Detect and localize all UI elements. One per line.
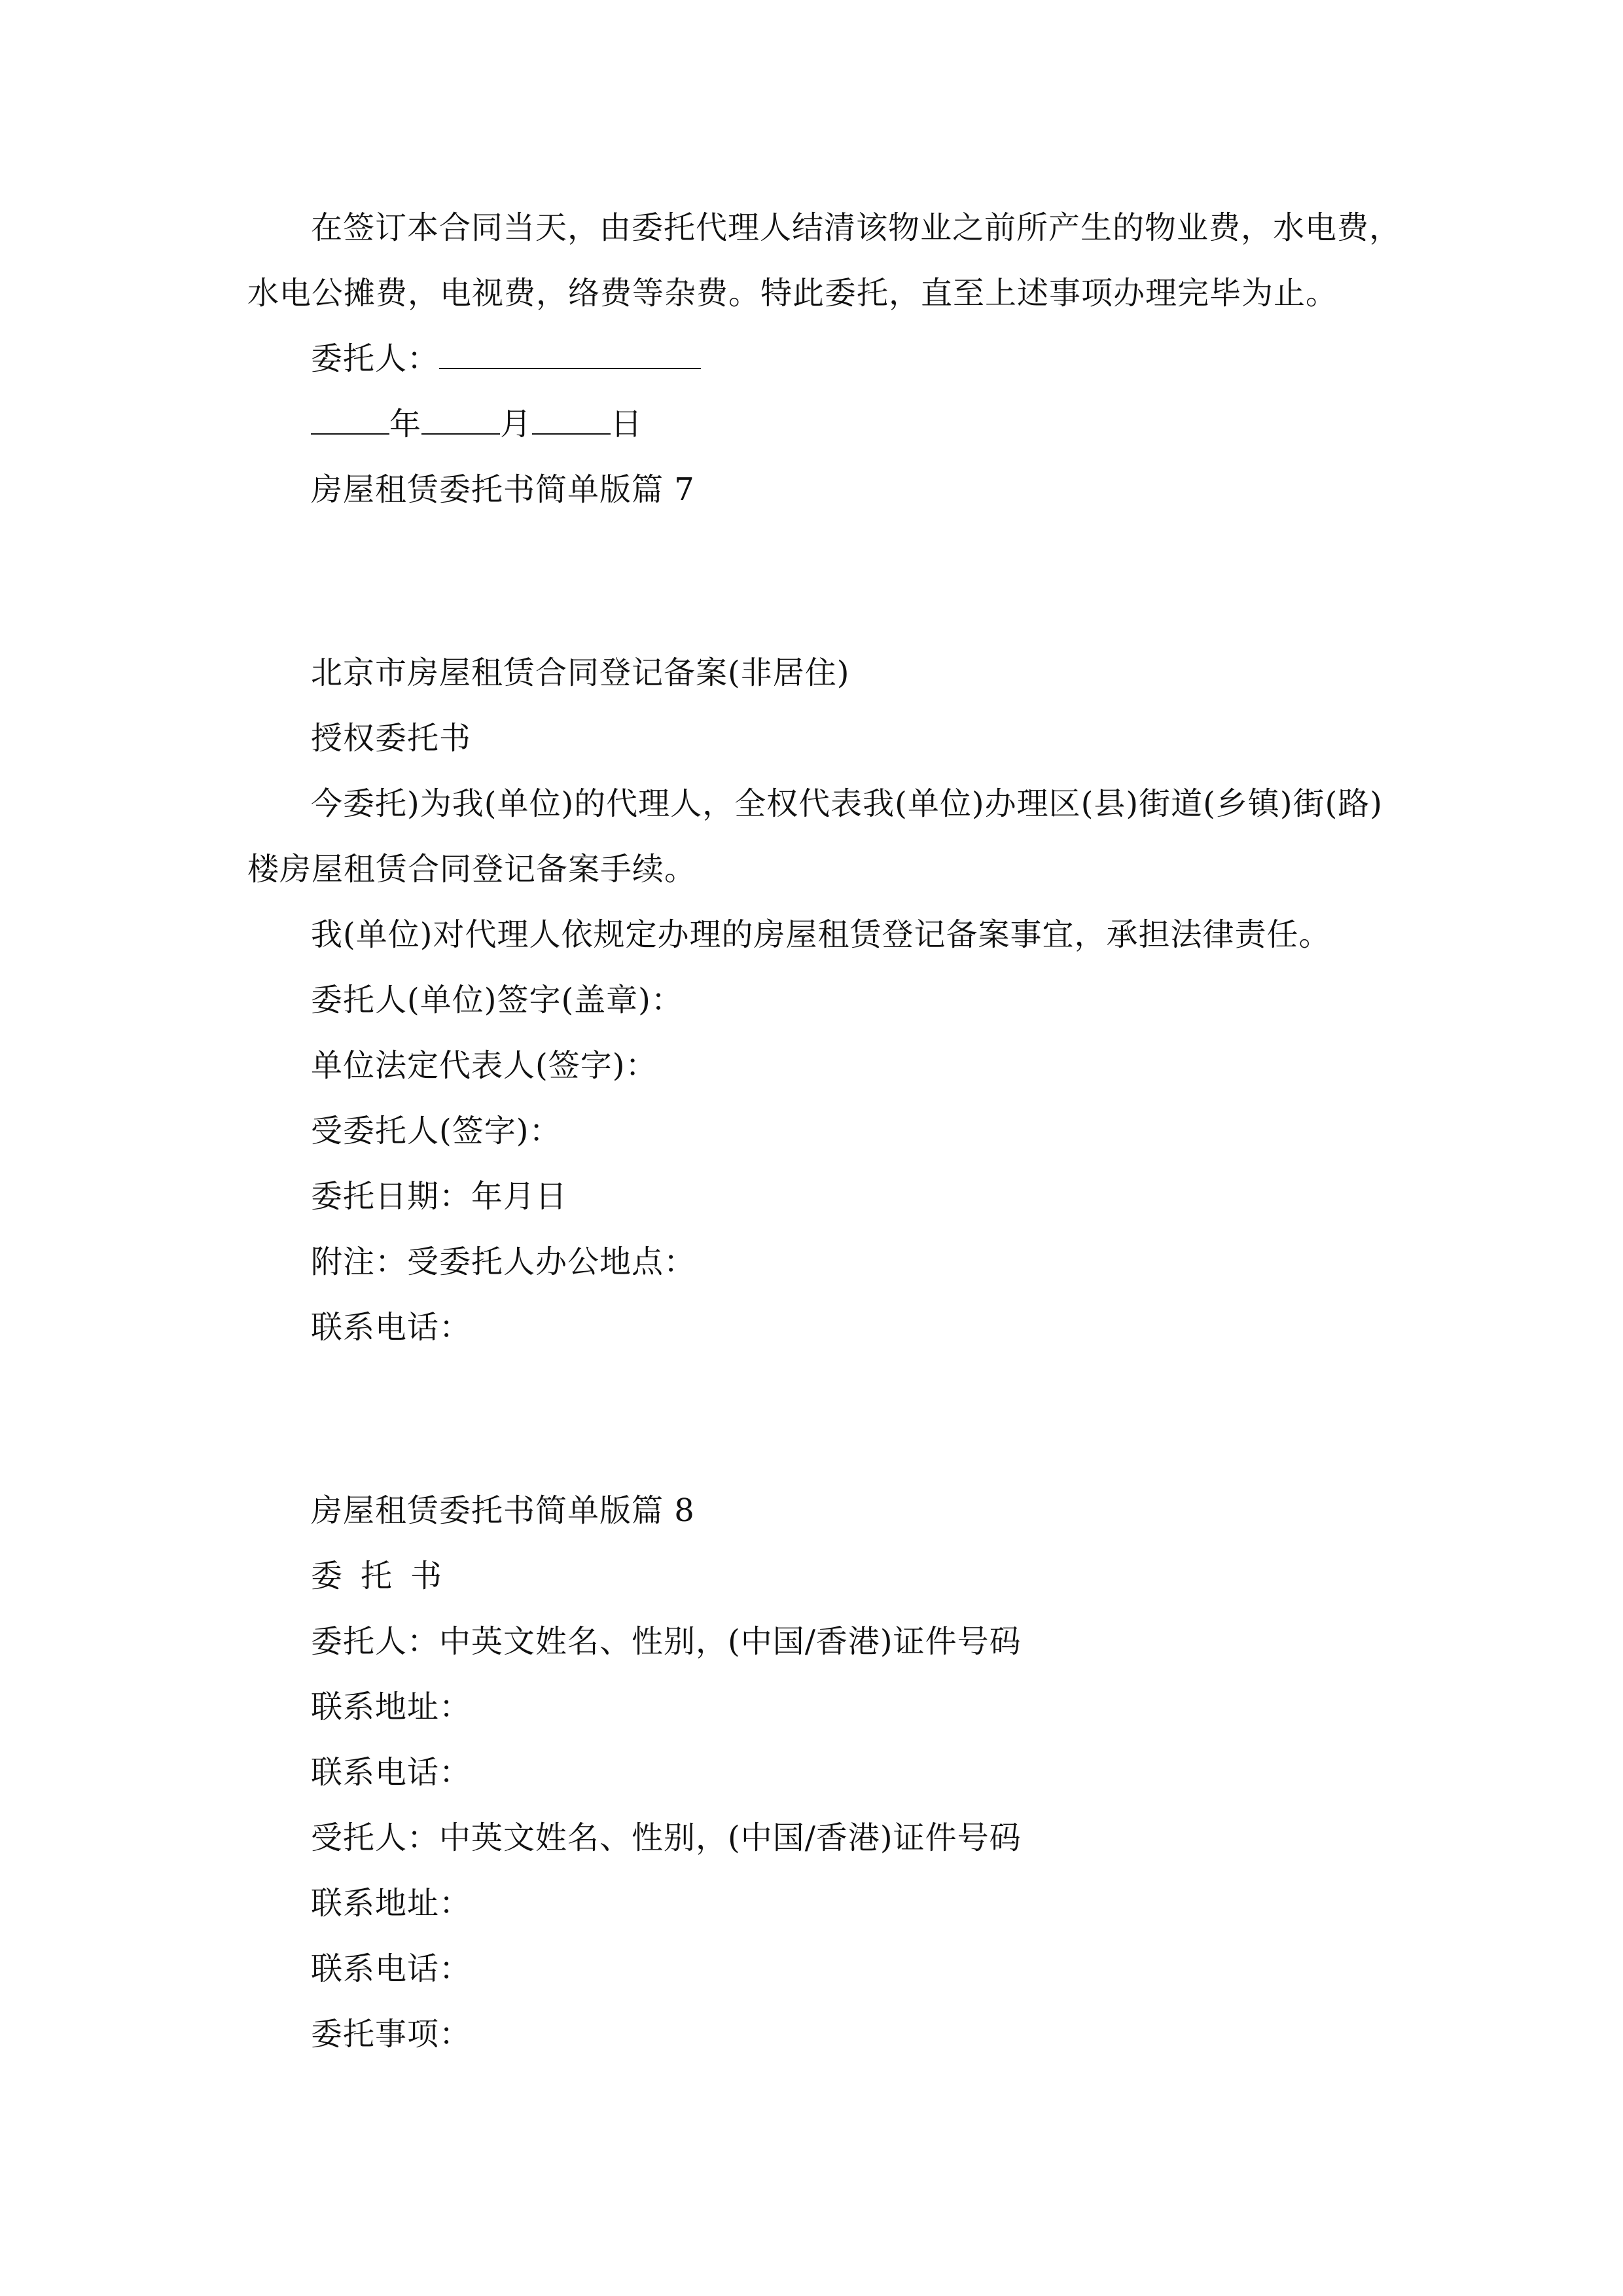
s7-title: 北京市房屋租赁合同登记备案(非居住): [311, 655, 850, 691]
s8-agent-address: 联系地址：: [311, 1885, 472, 1922]
s6-date-line: [311, 404, 643, 444]
s7-subtitle: 授权委托书: [311, 720, 472, 757]
s6-paragraph-line1: 在签订本合同当天，由委托代理人结清该物业之前所产生的物业费，水电费，: [311, 209, 1402, 246]
s8-title: 委托书: [311, 1558, 461, 1594]
s7-paragraph1-line1: 今委托)为我(单位)的代理人，全权代表我(单位)办理区(县)街道(乡镇)街(路): [311, 785, 1383, 822]
s8-principal-address: 联系地址：: [311, 1689, 472, 1725]
s7-sign-agent: 受委托人(签字)：: [311, 1113, 562, 1149]
s6-principal-label: 委托人：: [311, 340, 440, 377]
s8-principal-phone: 联系电话：: [311, 1754, 472, 1791]
s8-agent-phone: 联系电话：: [311, 1950, 472, 1987]
s7-paragraph2: 我(单位)对代理人依规定办理的房屋租赁登记备案事宜，承担法律责任。: [311, 916, 1331, 953]
s6-paragraph-line2: 水电公摊费，电视费，络费等杂费。特此委托，直至上述事项办理完毕为止。: [247, 275, 1338, 312]
s7-paragraph1-line2: 楼房屋租赁合同登记备案手续。: [247, 851, 697, 888]
s7-sign-principal: 委托人(单位)签字(盖章)：: [311, 982, 683, 1018]
s6-day-blank: [532, 404, 611, 435]
s7-note: 附注：受委托人办公地点：: [311, 1244, 696, 1280]
s6-month-label: 月: [500, 406, 533, 442]
s7-sign-legal-rep: 单位法定代表人(签字)：: [311, 1047, 658, 1084]
s6-year-label: 年: [389, 406, 422, 442]
s7-phone: 联系电话：: [311, 1309, 472, 1346]
s6-day-label: 日: [611, 406, 643, 442]
s8-principal: 委托人：中英文姓名、性别，(中国/香港)证件号码: [311, 1623, 1022, 1660]
s6-principal-signature: [311, 339, 701, 378]
s6-principal-blank: [439, 339, 701, 369]
s7-date: 委托日期：年月日: [311, 1178, 568, 1215]
s8-agent: 受托人：中英文姓名、性别，(中国/香港)证件号码: [311, 1820, 1022, 1856]
s8-heading: 房屋租赁委托书简单版篇 8: [311, 1492, 695, 1529]
s8-matters: 委托事项：: [311, 2016, 472, 2053]
s6-month-blank: [421, 404, 500, 435]
s7-heading: 房屋租赁委托书简单版篇 7: [311, 471, 695, 508]
s6-year-blank: [311, 404, 389, 435]
